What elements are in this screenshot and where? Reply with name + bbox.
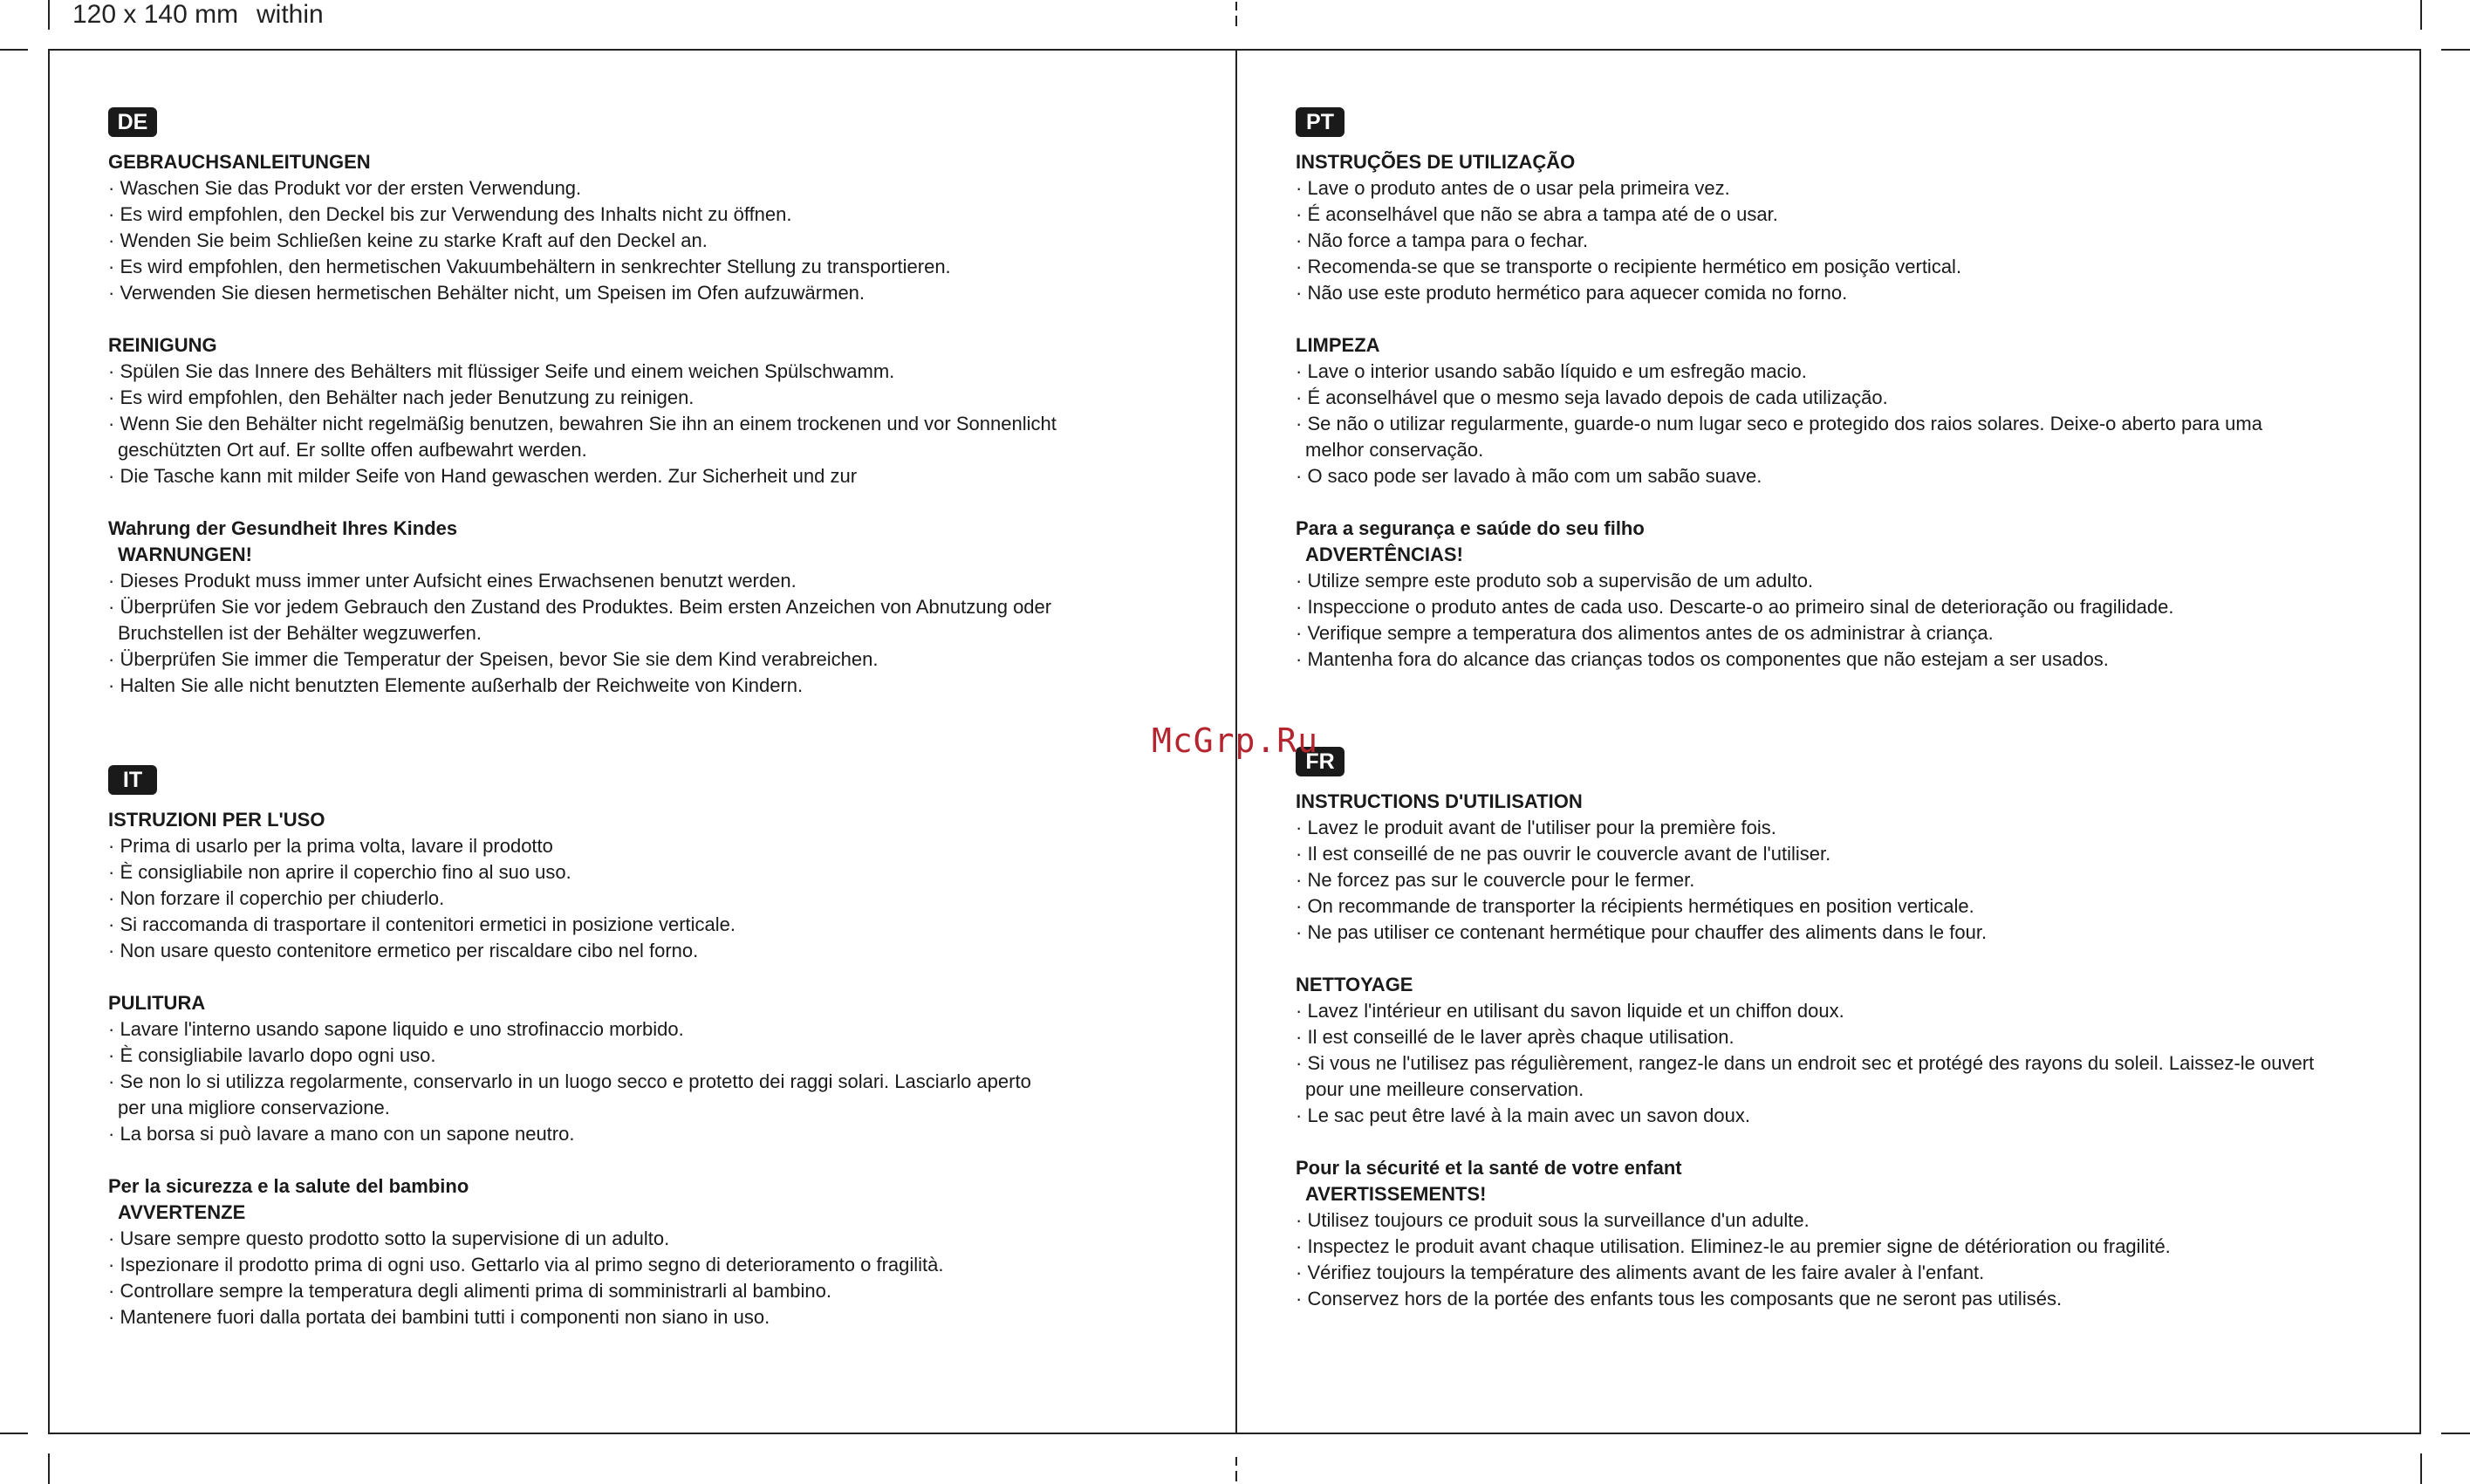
list-item-continuation: Bruchstellen ist der Behälter wegzuwerfen. [118,622,482,644]
list-item: · Es wird empfohlen, den Deckel bis zur Verwendung des Inhalts nicht zu öffnen. [108,202,1057,228]
list-item: · Die Tasche kann mit milder Seife von Hand gewaschen werden. Zur Sicherheit und zur [108,463,1057,489]
section-heading: Para a segurança e saúde do seu filho [1296,517,1645,539]
language-badge-fr: FR [1296,747,1344,776]
section-heading: LIMPEZA [1296,334,1380,356]
list-item: · Utilize sempre este produto sob a supervisão de um adulto. [1296,568,2262,594]
crop-mark [48,0,50,30]
safety-block-de [108,516,1057,699]
list-item: · Mantenere fuori dalla portata dei bambini tutti i componenti non siano in uso. [108,1304,1031,1330]
section-heading: INSTRUCTIONS D'UTILISATION [1296,790,1583,812]
list-item: · Ne pas utiliser ce contenant hermétique pour chauffer des aliments dans le four. [1296,920,2314,946]
list-item: · Lavez l'intérieur en utilisant du savon liquide et un chiffon doux. [1296,998,2314,1024]
section-heading: GEBRAUCHSANLEITUNGEN [108,151,371,173]
list-item: · É aconselhável que não se abra a tampa até de o usar. [1296,202,2262,228]
cleaning-block-pt [1296,332,2262,489]
list-item: · Spülen Sie das Innere des Behälters mit flüssiger Seife und einem weichen Spülschwamm. [108,359,1057,385]
section-heading: REINIGUNG [108,334,217,356]
section-heading: Per la sicurezza e la salute del bambino [108,1175,469,1197]
warnings-heading: ADVERTÊNCIAS! [1305,544,1463,565]
crop-mark [0,1433,28,1434]
list-item: · On recommande de transporter la récipients hermétiques en position verticale. [1296,893,2314,920]
warnings-heading: AVERTISSEMENTS! [1305,1183,1487,1205]
section-heading: PULITURA [108,992,206,1014]
list-item: · Lave o produto antes de o usar pela primeira vez. [1296,175,2262,202]
list-item: · Wenn Sie den Behälter nicht regelmäßig benutzen, bewahren Sie ihn an einem trockenen und vor Sonnenlicht [108,411,1057,437]
list-item: · Es wird empfohlen, den Behälter nach jeder Benutzung zu reinigen. [108,385,1057,411]
list-item: · Vérifiez toujours la température des aliments avant de les faire avaler à l'enfant. [1296,1260,2314,1286]
section-heading: NETTOYAGE [1296,974,1413,995]
list-item: · Überprüfen Sie vor jedem Gebrauch den Zustand des Produktes. Beim ersten Anzeichen von Abnutzung oder [108,594,1057,620]
cleaning-block-it [108,990,1031,1147]
crop-mark [48,1453,50,1484]
language-badge-de: DE [108,107,157,137]
list-item: · Não force a tampa para o fechar. [1296,228,2262,254]
section-heading: INSTRUÇÕES DE UTILIZAÇÃO [1296,151,1576,173]
crop-mark [2420,0,2422,30]
safety-block-it [108,1173,1031,1330]
list-item: · Lave o interior usando sabão líquido e um esfregão macio. [1296,359,2262,385]
list-item: · Il est conseillé de ne pas ouvrir le couvercle avant de l'utiliser. [1296,841,2314,867]
section-de [108,107,1057,699]
list-item: · Lavez le produit avant de l'utiliser pour la première fois. [1296,815,2314,841]
list-item: · Não use este produto hermético para aquecer comida no forno. [1296,280,2262,306]
list-item: · Si raccomanda di trasportare il contenitori ermetici in posizione verticale. [108,912,1031,938]
list-item: · Waschen Sie das Produkt vor der ersten Verwendung. [108,175,1057,202]
list-item: · Controllare sempre la temperatura degli alimenti prima di somministrarli al bambino. [108,1278,1031,1304]
list-item: · Ne forcez pas sur le couvercle pour le fermer. [1296,867,2314,893]
fold-mark [1235,16,1237,26]
list-item: · Verifique sempre a temperatura dos alimentos antes de os administrar à criança. [1296,620,2262,646]
section-heading: ISTRUZIONI PER L'USO [108,809,325,831]
language-badge-pt: PT [1296,107,1344,137]
section-heading: Pour la sécurité et la santé de votre enfant [1296,1157,1682,1179]
list-item: · Dieses Produkt muss immer unter Aufsicht eines Erwachsenen benutzt werden. [108,568,1057,594]
list-item: · Wenden Sie beim Schließen keine zu starke Kraft auf den Deckel an. [108,228,1057,254]
list-item: · La borsa si può lavare a mano con un sapone neutro. [108,1121,1031,1147]
warnings-heading: WARNUNGEN! [118,544,252,565]
list-item: · O saco pode ser lavado à mão com um sabão suave. [1296,463,2262,489]
list-item-continuation: pour une meilleure conservation. [1305,1078,1584,1100]
list-item: · Es wird empfohlen, den hermetischen Vakuumbehältern in senkrechter Stellung zu transportieren. [108,254,1057,280]
crop-mark [2441,1433,2470,1434]
list-item: · Se não o utilizar regularmente, guarde-o num lugar seco e protegido dos raios solares. Deixe-o aberto para uma [1296,411,2262,437]
section-heading: Wahrung der Gesundheit Ihres Kindes [108,517,458,539]
instructions-block-pt [1296,149,2262,306]
list-item: · Inspectez le produit avant chaque utilisation. Eliminez-le au premier signe de détérioration ou fragilité. [1296,1234,2314,1260]
warnings-heading: AVVERTENZE [118,1201,246,1223]
list-item: · Non usare questo contenitore ermetico per riscaldare cibo nel forno. [108,938,1031,964]
safety-block-pt [1296,516,2262,673]
safety-block-fr [1296,1155,2314,1312]
instructions-block-it [108,807,1031,964]
list-item: · Le sac peut être lavé à la main avec un savon doux. [1296,1103,2314,1129]
cleaning-block-de [108,332,1057,489]
section-fr [1296,747,2314,1312]
list-item-continuation: geschützten Ort auf. Er sollte offen aufbewahrt werden. [118,439,587,461]
watermark: McGrp.Ru [1152,721,1319,760]
list-item: · Se non lo si utilizza regolarmente, conservarlo in un luogo secco e protetto dei raggi solari. Lasciarlo aperto [108,1069,1031,1095]
instructions-block-de [108,149,1057,306]
list-item: · Verwenden Sie diesen hermetischen Behälter nicht, um Speisen im Ofen aufzuwärmen. [108,280,1057,306]
crop-mark [2420,1453,2422,1484]
list-item: · Recomenda-se que se transporte o recipiente hermético em posição vertical. [1296,254,2262,280]
instructions-block-fr [1296,789,2314,946]
list-item: · È consigliabile lavarlo dopo ogni uso. [108,1043,1031,1069]
list-item: · Ispezionare il prodotto prima di ogni uso. Gettarlo via al primo segno di deterioramento o fragilità. [108,1252,1031,1278]
fold-mark [1235,2,1237,10]
cleaning-block-fr [1296,972,2314,1129]
within-label: within [257,0,324,29]
fold-mark [1235,1471,1237,1481]
list-item: · Mantenha fora do alcance das crianças todos os componentes que não estejam a ser usados. [1296,646,2262,673]
list-item: · Lavare l'interno usando sapone liquido e uno strofinaccio morbido. [108,1016,1031,1043]
list-item: · É aconselhável que o mesmo seja lavado depois de cada utilização. [1296,385,2262,411]
list-item-continuation: melhor conservação. [1305,439,1484,461]
list-item: · Halten Sie alle nicht benutzten Elemente außerhalb der Reichweite von Kindern. [108,673,1057,699]
list-item: · È consigliabile non aprire il coperchio fino al suo uso. [108,859,1031,886]
section-it [108,765,1031,1330]
crop-mark [2441,49,2470,51]
list-item: · Inspeccione o produto antes de cada uso. Descarte-o ao primeiro sinal de deterioração ou fragilidade. [1296,594,2262,620]
list-item: · Non forzare il coperchio per chiuderlo. [108,886,1031,912]
section-pt [1296,107,2262,673]
list-item: · Il est conseillé de le laver après chaque utilisation. [1296,1024,2314,1050]
list-item: · Utilisez toujours ce produit sous la surveillance d'un adulte. [1296,1207,2314,1234]
list-item: · Überprüfen Sie immer die Temperatur der Speisen, bevor Sie sie dem Kind verabreichen. [108,646,1057,673]
page-size-label: 120 x 140 mm [72,0,239,29]
fold-mark [1235,1457,1237,1466]
crop-mark [0,49,28,51]
list-item: · Prima di usarlo per la prima volta, lavare il prodotto [108,833,1031,859]
list-item-continuation: per una migliore conservazione. [118,1097,390,1118]
list-item: · Si vous ne l'utilisez pas régulièrement, rangez-le dans un endroit sec et protégé des rayons du soleil. Laissez-le ouvert [1296,1050,2314,1077]
list-item: · Conservez hors de la portée des enfants tous les composants que ne seront pas utilisés. [1296,1286,2314,1312]
list-item: · Usare sempre questo prodotto sotto la supervisione di un adulto. [108,1226,1031,1252]
language-badge-it: IT [108,765,157,795]
